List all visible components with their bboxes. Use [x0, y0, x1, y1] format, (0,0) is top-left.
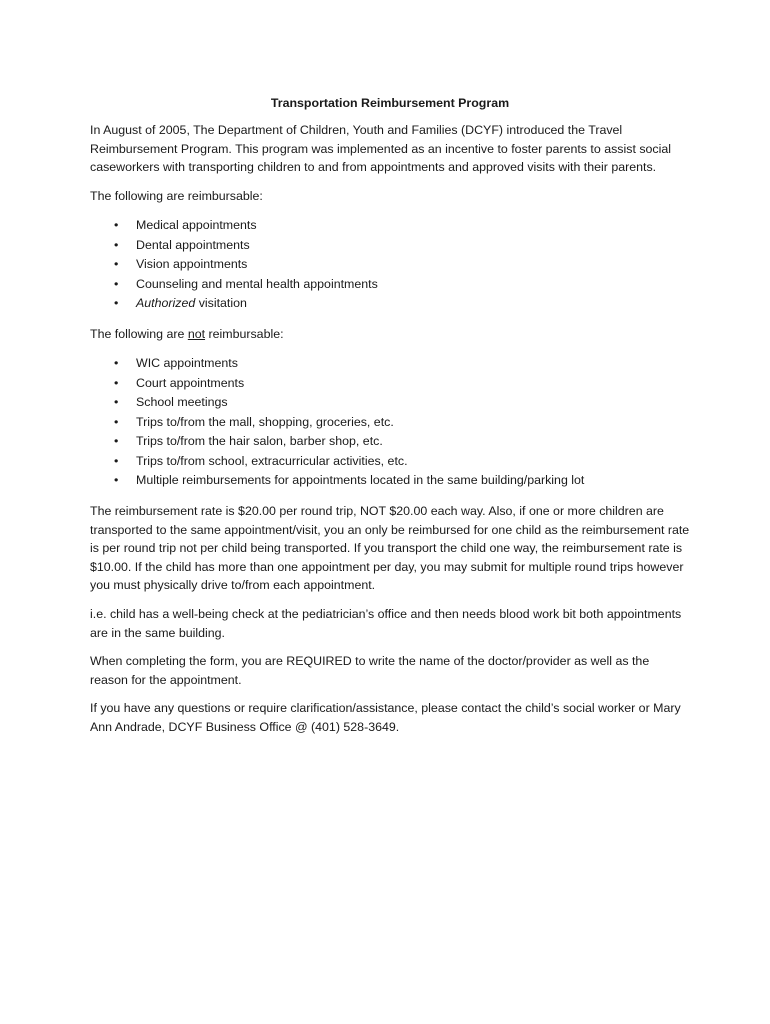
heading-before: The following are: [90, 326, 188, 341]
authorized-emphasis: Authorized: [136, 296, 196, 311]
list-item-text: WIC appointments: [136, 356, 238, 371]
list-item: [90, 216, 690, 236]
not-reimbursable-list: [90, 354, 690, 491]
bullet-icon: •: [114, 356, 119, 371]
not-underlined: not: [187, 326, 206, 341]
list-item-text: visitation: [195, 296, 247, 311]
list-item-text: Dental appointments: [136, 237, 250, 252]
list-item: [90, 255, 690, 275]
reimbursable-heading: The following are reimbursable:: [90, 188, 263, 203]
bullet-icon: •: [114, 395, 119, 410]
bullet-icon: •: [114, 453, 119, 468]
bullet-icon: •: [114, 434, 119, 449]
document-title: Transportation Reimbursement Program: [270, 96, 510, 110]
bullet-icon: •: [114, 375, 119, 390]
bullet-icon: •: [114, 276, 119, 291]
list-item-text: Trips to/from the mall, shopping, groceries, etc.: [136, 414, 394, 429]
list-item: [90, 354, 690, 374]
list-item: [90, 294, 690, 314]
list-item-text: Vision appointments: [136, 257, 248, 272]
intro-paragraph: In August of 2005, The Department of Children, Youth and Families (DCYF) introduced the Travel Reimbursement Program. This program was implemented as an incentive to foster parents to assist social caseworkers with transporting children to and from appointments and approved visits with their parents.: [90, 123, 672, 175]
example-paragraph: i.e. child has a well-being check at the pediatrician’s office and then needs blood work bit both appointments are in the same building.: [90, 606, 682, 640]
list-item-text: Multiple reimbursements for appointments located in the same building/parking lot: [136, 473, 585, 488]
list-item: [90, 393, 690, 413]
bullet-icon: •: [114, 257, 119, 272]
list-item: [90, 275, 690, 295]
list-item-text: Court appointments: [136, 375, 245, 390]
list-item: [90, 236, 690, 256]
not-reimbursable-heading: [90, 325, 690, 344]
contact-paragraph: If you have any questions or require clarification/assistance, please contact the child’s social worker or Mary Ann Andrade, DCYF Business Office @ (401) 528-3649.: [90, 701, 681, 734]
list-item: [90, 432, 690, 452]
list-item-text: Medical appointments: [136, 218, 257, 233]
list-item: [90, 374, 690, 394]
list-item: [90, 413, 690, 433]
form-paragraph: When completing the form, you are REQUIRED to write the name of the doctor/provider as well as the reason for the appointment.: [90, 654, 650, 687]
bullet-icon: •: [114, 473, 119, 488]
list-item: [90, 471, 690, 491]
bullet-icon: •: [114, 218, 119, 233]
bullet-icon: •: [114, 237, 119, 252]
list-item: [90, 452, 690, 472]
reimbursable-list: [90, 216, 690, 314]
list-item-text: Counseling and mental health appointments: [136, 276, 378, 291]
list-item-text: Trips to/from the hair salon, barber shop, etc.: [136, 434, 383, 449]
bullet-icon: •: [114, 296, 119, 311]
bullet-icon: •: [114, 414, 119, 429]
list-item-text: Trips to/from school, extracurricular activities, etc.: [136, 453, 408, 468]
document-page: [90, 94, 690, 747]
list-item-text: School meetings: [136, 395, 228, 410]
rate-paragraph: The reimbursement rate is $20.00 per round trip, NOT $20.00 each way. Also, if one or more children are transported to the same appointment/visit, you an only be reimbursed for one child as the reimbursement rate is per round trip not per child being transported. If you transport the child one way, the reimbursement rate is $10.00. If the child has more than one appointment per day, you may submit for multiple round trips however you must physically drive to/from each appointment.: [90, 503, 690, 593]
heading-after: reimbursable:: [205, 326, 284, 341]
